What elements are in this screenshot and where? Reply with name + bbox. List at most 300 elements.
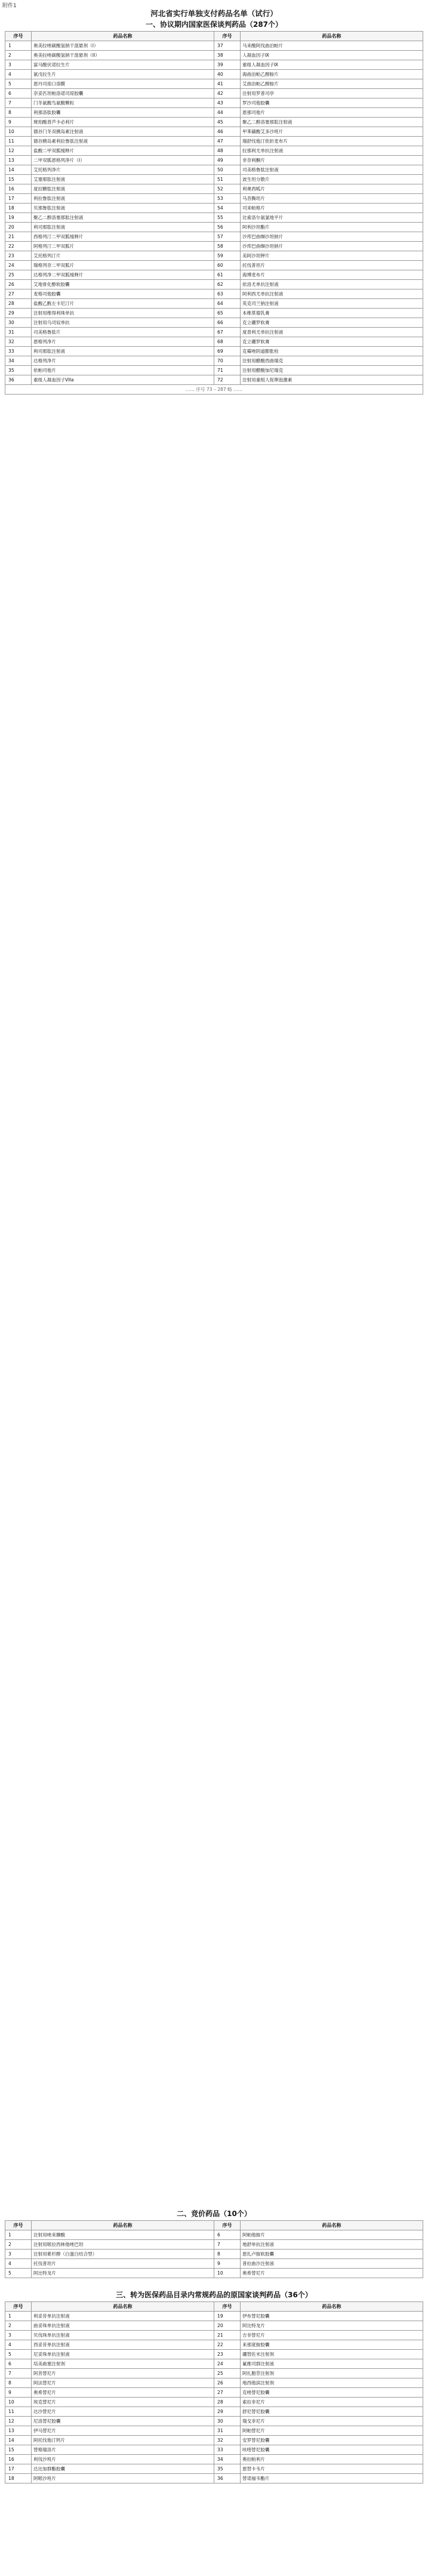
drug-name: 重组人凝血因子Ⅸ (241, 60, 423, 70)
row-number: 34 (214, 2455, 241, 2464)
drug-name: 麦格司他胶囊 (32, 289, 214, 299)
header-name: 药品名称 (32, 2221, 214, 2230)
row-number: 51 (214, 175, 241, 184)
drug-name: 门冬氨酸鸟氨酸颗粒 (32, 98, 214, 108)
drug-name: 阿比特龙片 (241, 2321, 423, 2331)
row-number: 26 (5, 280, 32, 289)
drug-name: 奈妥匹坦帕洛诺司琼胶囊 (32, 89, 214, 98)
row-number: 36 (214, 2474, 241, 2483)
row-number: 26 (214, 2378, 241, 2388)
drug-name: 聚乙二醇洛塞那肽注射液 (32, 213, 214, 223)
table-row-omitted (5, 385, 423, 395)
section-2-body (5, 2230, 423, 2278)
drug-name: 司美格鲁肽片 (32, 328, 214, 337)
row-number: 8 (214, 2250, 241, 2259)
drug-name: 司来帕格片 (241, 204, 423, 213)
row-number: 20 (214, 2321, 241, 2331)
drug-name: 阿利西尤单抗注射液 (241, 289, 423, 299)
drug-name: 阿利沙坦酯片 (241, 223, 423, 232)
row-number: 2 (5, 2240, 32, 2250)
table-row (5, 213, 423, 223)
drug-name: 阿哌沙班片 (32, 2474, 214, 2483)
drug-name: 安罗替尼胶囊 (241, 2436, 423, 2445)
table-row (5, 366, 423, 375)
section-1-heading: 一、协议期内国家医保谈判药品（287个） (145, 20, 283, 29)
drug-name: 阿扎胞苷注射剂 (241, 2369, 423, 2378)
row-number: 4 (5, 2259, 32, 2269)
drug-name: 克唑替尼胶囊 (241, 2388, 423, 2398)
table-row (5, 204, 423, 213)
table-row (5, 2269, 423, 2278)
row-number: 28 (5, 299, 32, 309)
drug-name: 马来酸阿伐曲泊帕片 (241, 41, 423, 51)
row-number: 72 (214, 375, 241, 385)
drug-name: 硼替佐米注射剂 (241, 2350, 423, 2359)
row-number: 33 (214, 2445, 241, 2455)
row-number: 46 (214, 127, 241, 137)
row-number: 67 (214, 328, 241, 337)
section-1-table (5, 31, 423, 395)
drug-name: 恩那司他片 (241, 108, 423, 118)
row-number: 32 (214, 2436, 241, 2445)
row-number: 38 (214, 51, 241, 60)
drug-name: 达比加群酯胶囊 (32, 2464, 214, 2474)
drug-name: 注射用哌拉西林他唑巴坦 (32, 2240, 214, 2250)
table-row (5, 146, 423, 156)
drug-name: 伊布替尼胶囊 (241, 2312, 423, 2321)
section-1-body (5, 41, 423, 395)
table-row (5, 2321, 423, 2331)
table-row (5, 2369, 423, 2378)
drug-name: 度普利尤单抗注射液 (241, 328, 423, 337)
drug-name: 托伐普坦片 (241, 261, 423, 270)
table-row (5, 2445, 423, 2455)
table-row (5, 251, 423, 261)
row-number: 40 (214, 70, 241, 79)
row-number: 55 (214, 213, 241, 223)
table-row (5, 2464, 423, 2474)
row-number: 2 (5, 2321, 32, 2331)
drug-name: 阿帕替尼片 (241, 2426, 423, 2436)
table-row (5, 60, 423, 70)
row-number: 54 (214, 204, 241, 213)
row-number: 1 (5, 41, 32, 51)
drug-name: 拉那利尤单抗注射液 (241, 146, 423, 156)
drug-name: 吉非替尼片 (241, 2331, 423, 2340)
drug-name: 德谷门冬双胰岛素注射液 (32, 127, 214, 137)
drug-name: 阿帕他胺片 (241, 2230, 423, 2240)
row-number: 7 (5, 98, 32, 108)
drug-name: 西格列汀二甲双胍缓释片 (32, 232, 214, 242)
drug-name: 恩丹司琼口溶膜 (32, 79, 214, 89)
row-number: 52 (214, 184, 241, 194)
header-no: 序号 (214, 2221, 241, 2230)
drug-name: 利司那肽注射液 (32, 347, 214, 356)
drug-name: 替格瑞洛片 (32, 2445, 214, 2455)
row-number: 31 (214, 2426, 241, 2436)
row-number: 29 (214, 2407, 241, 2417)
row-number: 9 (214, 2259, 241, 2269)
drug-name: 恩扎卢胺软胶囊 (241, 2250, 423, 2259)
drug-name: 达格列净片 (32, 356, 214, 366)
row-number: 7 (5, 2369, 32, 2378)
table-row (5, 2240, 423, 2250)
row-number: 12 (5, 146, 32, 156)
drug-name: 普拉曲沙注射液 (241, 2259, 423, 2269)
row-number: 14 (5, 165, 32, 175)
attachment-label: 附件1 (2, 3, 17, 9)
drug-name: 舒尼替尼胶囊 (241, 2407, 423, 2417)
table-header-row (5, 32, 423, 41)
drug-name: 来那度胺胶囊 (241, 2340, 423, 2350)
row-number: 39 (214, 60, 241, 70)
row-number: 25 (5, 270, 32, 280)
row-number: 68 (214, 337, 241, 347)
document-title: 河北省实行单独支付药品名单（试行） (150, 9, 278, 18)
drug-name: 重组人凝血因子VIIa (32, 375, 214, 385)
drug-name: 尼洛替尼胶囊 (32, 2417, 214, 2426)
row-number: 17 (5, 194, 32, 204)
row-number: 7 (214, 2240, 241, 2250)
row-number: 22 (5, 242, 32, 251)
row-number: 49 (214, 156, 241, 165)
row-number: 29 (5, 309, 32, 318)
table-row (5, 194, 423, 204)
table-row (5, 270, 423, 280)
table-row (5, 156, 423, 165)
drug-name: 聚乙二醇洛塞那肽注射液 (241, 118, 423, 127)
table-row (5, 165, 423, 175)
drug-name: 阿比特龙片 (32, 2269, 214, 2278)
drug-name: 艾曲泊帕乙醇胺片 (241, 79, 423, 89)
drug-name: 沙库巴曲缬沙坦钠片 (241, 232, 423, 242)
drug-name: 依洛尤单抗注射液 (241, 280, 423, 289)
drug-name: 奥美拉唑碳酸氢钠干混悬剂（I） (32, 41, 214, 51)
drug-name: 培美曲塞注射剂 (32, 2359, 214, 2369)
drug-name: 利妥昔单抗注射液 (32, 2312, 214, 2321)
row-number: 30 (214, 2417, 241, 2426)
table-row (5, 356, 423, 366)
row-number: 31 (5, 328, 32, 337)
table-row (5, 2388, 423, 2398)
row-number: 4 (5, 70, 32, 79)
row-number: 9 (5, 2388, 32, 2398)
table-row (5, 184, 423, 194)
row-number: 19 (5, 213, 32, 223)
row-number: 14 (5, 2436, 32, 2445)
row-number: 6 (5, 89, 32, 98)
row-number: 19 (214, 2312, 241, 2321)
table-row (5, 2398, 423, 2407)
row-number: 47 (214, 137, 241, 146)
drug-name: 司美格鲁肽注射液 (241, 165, 423, 175)
section-2-heading: 二、竞价药品（10个） (177, 2210, 251, 2218)
drug-name: 度拉糖肽注射液 (32, 184, 214, 194)
row-number: 48 (214, 146, 241, 156)
drug-name: 注射用乌司奴单抗 (32, 318, 214, 328)
drug-name: 英克司兰钠注射液 (241, 299, 423, 309)
drug-name: 盐酸二甲双胍缓释片 (32, 146, 214, 156)
table-row (5, 261, 423, 270)
header-name: 药品名称 (241, 2221, 423, 2230)
drug-name: 马昔腾坦片 (241, 194, 423, 204)
header-name: 药品名称 (241, 32, 423, 41)
row-number: 60 (214, 261, 241, 270)
table-row (5, 89, 423, 98)
row-number: 24 (5, 261, 32, 270)
drug-name: 非奈利酮片 (241, 156, 423, 165)
row-number: 8 (5, 108, 32, 118)
drug-name: 罗沙司他胶囊 (241, 98, 423, 108)
drug-name: 艾托格列净片 (32, 165, 214, 175)
drug-name: 曲妥珠单抗注射液 (32, 2321, 214, 2331)
row-number: 43 (214, 98, 241, 108)
row-number: 20 (5, 223, 32, 232)
row-number: 21 (5, 232, 32, 242)
row-number: 56 (214, 223, 241, 232)
drug-name: 阿托伐他汀钙片 (32, 2436, 214, 2445)
row-number: 27 (5, 289, 32, 299)
row-number: 16 (5, 2455, 32, 2464)
table-row (5, 79, 423, 89)
row-number: 59 (214, 251, 241, 261)
drug-name: 注射用紫杉醇（白蛋白结合型） (32, 2250, 214, 2259)
section-3-table (5, 2301, 423, 2483)
drug-name: 阿昔替尼片 (32, 2369, 214, 2378)
row-number: 35 (214, 2464, 241, 2474)
table-row (5, 98, 423, 108)
row-number: 13 (5, 2426, 32, 2436)
row-number: 66 (214, 318, 241, 328)
row-number: 21 (214, 2331, 241, 2340)
header-no: 序号 (214, 2302, 241, 2312)
row-number: 36 (5, 375, 32, 385)
table-row (5, 41, 423, 51)
drug-name: 阿格列汀二甲双胍片 (32, 242, 214, 251)
row-number: 41 (214, 79, 241, 89)
table-row (5, 2350, 423, 2359)
header-no: 序号 (214, 32, 241, 41)
row-number: 25 (214, 2369, 241, 2378)
drug-name: 利奥西呱片 (241, 184, 423, 194)
drug-name: 达沙替尼片 (32, 2407, 214, 2417)
row-number: 15 (5, 2445, 32, 2455)
drug-name: 波生坦分散片 (241, 175, 423, 184)
table-header-row (5, 2302, 423, 2312)
table-row (5, 2407, 423, 2417)
drug-name: 注射用醋酸加尼瑞克 (241, 366, 423, 375)
row-number: 32 (5, 337, 32, 347)
table-row (5, 223, 423, 232)
table-row (5, 175, 423, 184)
row-number: 11 (5, 2407, 32, 2417)
row-number: 6 (214, 2230, 241, 2240)
row-number: 71 (214, 366, 241, 375)
drug-name: 氟维司群注射液 (241, 2359, 423, 2369)
table-row (5, 309, 423, 318)
row-number: 33 (5, 347, 32, 356)
drug-name: 利司那肽注射液 (32, 223, 214, 232)
row-number: 5 (5, 79, 32, 89)
drug-name: 氨戊拉生片 (32, 70, 214, 79)
table-row (5, 2312, 423, 2321)
table-row (5, 328, 423, 337)
table-row (5, 2417, 423, 2426)
drug-name: 沙库巴曲缬沙坦钠片 (241, 242, 423, 251)
row-number: 62 (214, 280, 241, 289)
drug-name: 瑞格列奈二甲双胍片 (32, 261, 214, 270)
row-number: 63 (214, 289, 241, 299)
header-no: 序号 (5, 2221, 32, 2230)
row-number: 10 (214, 2269, 241, 2278)
header-name: 药品名称 (241, 2302, 423, 2312)
row-number: 37 (214, 41, 241, 51)
row-number: 69 (214, 347, 241, 356)
table-row (5, 70, 423, 79)
drug-name: 德谷胰岛素利拉鲁肽注射液 (32, 137, 214, 146)
row-number: 11 (5, 137, 32, 146)
drug-name: 奥美拉唑碳酸氢钠干混悬剂（II） (32, 51, 214, 60)
drug-name: 瑞戈非尼片 (241, 2417, 423, 2426)
drug-name: 托伐普坦片 (32, 2259, 214, 2269)
table-row (5, 232, 423, 242)
table-row (5, 299, 423, 309)
row-number: 58 (214, 242, 241, 251)
drug-name: 埃克替尼片 (32, 2398, 214, 2407)
drug-name: 艾塞那肽注射液 (32, 175, 214, 184)
drug-name: 呋喹替尼胶囊 (241, 2445, 423, 2455)
drug-name: 琥珀酸普芦卡必利片 (32, 118, 214, 127)
row-number: 28 (214, 2398, 241, 2407)
table-row (5, 2340, 423, 2350)
drug-name: 利那洛肽胶囊 (32, 108, 214, 118)
table-row (5, 118, 423, 127)
table-row (5, 347, 423, 356)
drug-name: 贝伐珠单抗注射液 (32, 2331, 214, 2340)
row-number: 13 (5, 156, 32, 165)
row-number: 17 (5, 2464, 32, 2474)
table-row (5, 127, 423, 137)
drug-name: 西妥昔单抗注射液 (32, 2340, 214, 2350)
row-number: 65 (214, 309, 241, 318)
drug-name: 克立硼罗软膏 (241, 337, 423, 347)
row-number: 34 (5, 356, 32, 366)
row-number: 24 (214, 2359, 241, 2369)
table-header-row (5, 2221, 423, 2230)
drug-name: 利拉鲁肽注射液 (32, 194, 214, 204)
table-row (5, 318, 423, 328)
drug-name: 二甲双胍恩格列净片（I） (32, 156, 214, 165)
drug-name: 尼妥珠单抗注射液 (32, 2350, 214, 2359)
row-number: 35 (5, 366, 32, 375)
table-row (5, 375, 423, 385)
table-row (5, 2474, 423, 2483)
row-number: 16 (5, 184, 32, 194)
drug-name: 地西他滨注射剂 (241, 2378, 423, 2388)
drug-name: 奥拉帕利片 (241, 2455, 423, 2464)
drug-name: 伊马替尼片 (32, 2426, 214, 2436)
row-number: 57 (214, 232, 241, 242)
table-row (5, 2331, 423, 2340)
drug-name: 艾托格列汀片 (32, 251, 214, 261)
header-name: 药品名称 (32, 32, 214, 41)
drug-name: 阿法替尼片 (32, 2378, 214, 2388)
drug-name: 盐酸乙酰左卡尼汀片 (32, 299, 214, 309)
drug-name: 注射用唑来膦酸 (32, 2230, 214, 2240)
table-row (5, 280, 423, 289)
drug-name: 贝那鲁肽注射液 (32, 204, 214, 213)
drug-name: 注射用醋酸西曲瑞克 (241, 356, 423, 366)
drug-name: 海曲泊帕乙醇胺片 (241, 70, 423, 79)
drug-name: 本维莫德乳膏 (241, 309, 423, 318)
row-number: 5 (5, 2350, 32, 2359)
header-no: 序号 (5, 2302, 32, 2312)
drug-name: 艾地骨化醇软胶囊 (32, 280, 214, 289)
row-number: 2 (5, 51, 32, 60)
table-row (5, 2259, 423, 2269)
row-number: 6 (5, 2359, 32, 2369)
table-row (5, 137, 423, 146)
row-number: 61 (214, 270, 241, 280)
header-no: 序号 (5, 32, 32, 41)
drug-name: 富马酸伏诺拉生片 (32, 60, 214, 70)
row-number: 3 (5, 60, 32, 70)
table-row (5, 2250, 423, 2259)
drug-name: 替诺福韦酯片 (241, 2474, 423, 2483)
row-number: 4 (5, 2340, 32, 2350)
row-number: 42 (214, 89, 241, 98)
drug-name: 海博麦布片 (241, 270, 423, 280)
row-number: 64 (214, 299, 241, 309)
row-number: 3 (5, 2250, 32, 2259)
drug-name: 瑞舒伐他汀依折麦布片 (241, 137, 423, 146)
row-number: 8 (5, 2378, 32, 2388)
row-number: 45 (214, 118, 241, 127)
drug-name: 克霉唑阴道膨胀栓 (241, 347, 423, 356)
header-name: 药品名称 (32, 2302, 214, 2312)
drug-name: 恩格列净片 (32, 337, 214, 347)
drug-name: 注射用重组人促卵泡激素 (241, 375, 423, 385)
row-number: 30 (5, 318, 32, 328)
drug-name: 地舒单抗注射液 (241, 2240, 423, 2250)
table-row (5, 242, 423, 251)
table-row (5, 2455, 423, 2464)
row-number: 18 (5, 2474, 32, 2483)
row-number: 10 (5, 127, 32, 137)
drug-name: 注射用维得利珠单抗 (32, 309, 214, 318)
row-number: 1 (5, 2312, 32, 2321)
row-number: 70 (214, 356, 241, 366)
row-number: 23 (5, 251, 32, 261)
table-row (5, 2426, 423, 2436)
table-row (5, 2359, 423, 2369)
row-number: 3 (5, 2331, 32, 2340)
drug-name: 克立硼罗软膏 (241, 318, 423, 328)
drug-name: 甲苯磺酸艾多沙班片 (241, 127, 423, 137)
row-number: 44 (214, 108, 241, 118)
row-number: 53 (214, 194, 241, 204)
section-3-body (5, 2312, 423, 2483)
table-row (5, 2436, 423, 2445)
row-number: 12 (5, 2417, 32, 2426)
table-row (5, 108, 423, 118)
section-2-table (5, 2220, 423, 2278)
row-number: 23 (214, 2350, 241, 2359)
row-number: 18 (5, 204, 32, 213)
row-number: 9 (5, 118, 32, 127)
drug-name: 奥希替尼片 (32, 2388, 214, 2398)
drug-name: 恩替卡韦片 (241, 2464, 423, 2474)
